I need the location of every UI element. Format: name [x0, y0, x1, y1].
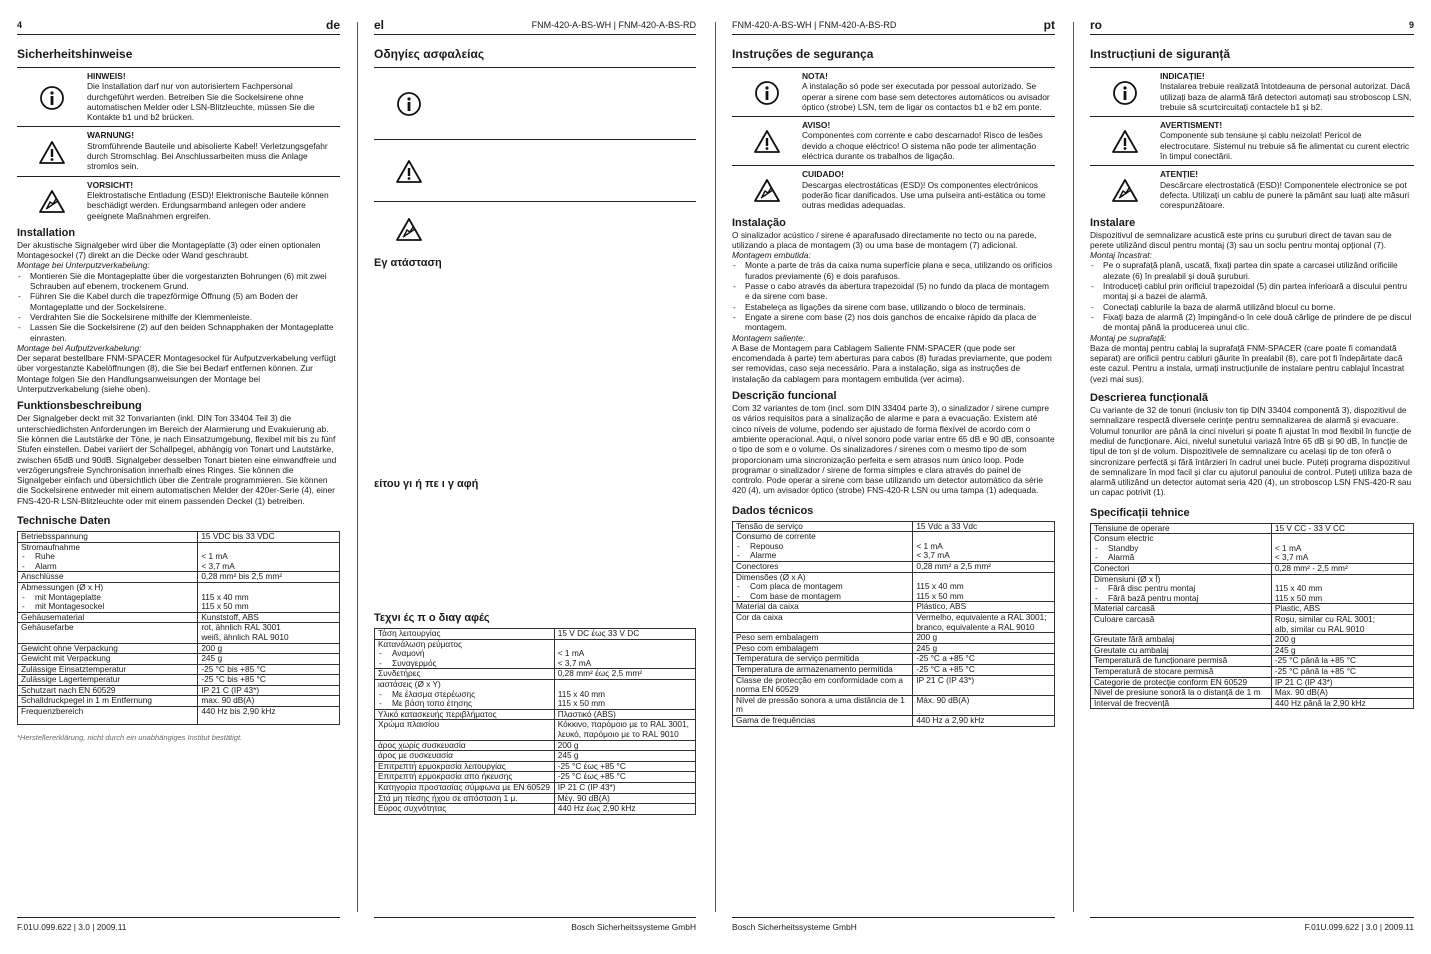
column-divider [715, 22, 716, 912]
table-row: Στά μη πίεσης ήχου σε απόσταση 1 μ. Μέγ. 90 dB(A) [375, 793, 696, 804]
notice-text: Componente sub tensiune și cablu neizolat! Pericol de electrocutare. Sistemul nu trebuie să fie alimentat cu curent electric în timpul conectării. [1160, 130, 1410, 162]
page-number: 9 [1408, 20, 1414, 30]
model-number: FNM-420-A-BS-WH | FNM-420-A-BS-RD [531, 20, 696, 30]
paragraph: Der akustische Signalgeber wird über die Montageplatte (3) oder einen optionalen Montagesockel (7) direkt an die Decke oder Wand geschraubt. [17, 239, 321, 261]
subheading: Montage bei Aufputzverkabelung: [17, 342, 142, 353]
table-row: Dimensiuni (Ø x Î) - Fără disc pentru montaj - Fără bază pentru montaj 115 x 40 mm 115 x 50 mm [1091, 574, 1414, 604]
table-row: Gama de frequências 440 Hz a 2,90 kHz [733, 715, 1055, 726]
list-item: - Verdrahten Sie die Sockelsirene mithilfe der Klemmenleiste. [17, 312, 340, 322]
notice-text: Stromführende Bauteile und abisolierte Kabel! Verletzungsgefahr durch Stromschlag. Bei Anschlussarbeiten muss die Anlage stromlos sein. [87, 140, 328, 172]
table-row: Εύρος συχνότητας 440 Hz έως 2,90 kHz [375, 804, 696, 815]
table-row: Categorie de protecție conform EN 60529 IP 21 C (IP 43*) [1091, 677, 1414, 688]
subheading: Montaj pe suprafață: [1090, 332, 1167, 343]
notice-warning [374, 139, 696, 197]
table-row: Conectori 0,28 mm² - 2,5 mm² [1091, 564, 1414, 575]
notice-text: Descargas electrostáticas (ESD)! Os componentes electrónicos poderão ficar danificados. Use uma pulseira anti-estática ou tome outras medidas adequadas. [802, 179, 1046, 211]
subheading: Montagem embutida: [732, 250, 811, 261]
step-list [732, 260, 1055, 332]
table-row: Culoare carcasă Roșu, similar cu RAL 3001; alb, similar cu RAL 9010 [1091, 615, 1414, 635]
list-item: - Conectați cablurile la baza de alarmă utilizând blocul cu borne. [1090, 302, 1414, 312]
list-item: - Engate a sirene com base (2) nos dois ganchos de encaixe rápido da placa de montagem. [732, 312, 1055, 333]
table-row: άρος με συσκευασία 245 g [375, 751, 696, 762]
section-title: Οδηγίες ασφαλείας [374, 47, 485, 61]
list-item: - Pe o suprafață plană, uscată, fixați partea din spate a carcasei utilizând orificiile alezate (6) în prealabil și două șuruburi. [1090, 260, 1414, 281]
spec-table [17, 531, 340, 725]
language-code: ro [1090, 18, 1102, 32]
table-row: Dimensões (Ø x A) - Com placa de montagem - Com base de montagem 115 x 40 mm 115 x 50 mm [733, 572, 1055, 602]
doc-ref: F.01U.099.622 | 3.0 | 2009.11 [17, 922, 127, 932]
table-row: Consum electric - Standby - Alarmă < 1 mA < 3,7 mA [1091, 534, 1414, 564]
table-row: Schalldruckpegel in 1 m Entfernung max. 90 dB(A) [18, 696, 340, 707]
notice-info [374, 67, 696, 135]
page-header [17, 18, 340, 35]
company-name: Bosch Sicherheitssysteme GmbH [732, 922, 857, 932]
table-row: Classe de protecção em conformidade com a norma EN 60529 IP 21 C (IP 43*) [733, 675, 1055, 695]
notice-warning [1090, 116, 1414, 161]
table-row: Temperatură de funcționare permisă -25 °C până la +85 °C [1091, 656, 1414, 667]
column-divider [1073, 22, 1074, 912]
table-row: Material carcasă Plastic, ABS [1091, 604, 1414, 615]
table-row: Peso com embalagem 245 g [733, 643, 1055, 654]
notice-title: INDICAȚIE! [1160, 71, 1205, 81]
table-row: Gewicht mit Verpackung 245 g [18, 654, 340, 665]
notice-title: VORSICHT! [87, 179, 134, 190]
heading-tech-data: Dados técnicos [732, 504, 814, 517]
paragraph: Der Signalgeber deckt mit 32 Tonvarianten (inkl. DIN Ton 33404 Teil 3) die unterschiedlichsten Anforderungen im Bereich der Alarmierung und Evakuierung ab. Sie können die Lautstärke der Töne, je nach Einsatzumgebung, flexibel mit bis zu fünf Stufen einstellen. Dabei variiert der Schallpegel, abhängig von Tonart und Lautstärke, zwischen 65dB und 90dB. Signalgeber desselben Tonart bieten eine einwandfreie und verzögerungsfreie Synchronisation innerhalb eines Ringes. Sie können die Signalgeber einfach und übersichtlich über die Zentrale programmieren. Sie können die Sockelsirene entweder mit einem automatischen Melder der 420er-Serie (4), einer FNS-420-R LSN-Blitzleuchte oder mit einem passenden Deckel (1) betreiben. [17, 413, 337, 506]
paragraph: Dispozitivul de semnalizare acustică este prins cu șuruburi direct de tavan sau de perete utilizând discul pentru montaj (3) sau un soclu pentru montaj opțional (7). [1090, 229, 1392, 250]
page-de [17, 0, 340, 954]
notice-caution [1090, 165, 1414, 210]
language-code: pt [1043, 18, 1055, 32]
list-item: - Fixați baza de alarmă (2) împingând-o în cele două cârlige de prindere de pe discul de montaj până la producerea unui clic. [1090, 312, 1414, 333]
doc-ref: F.01U.099.622 | 3.0 | 2009.11 [1304, 922, 1414, 932]
company-name: Bosch Sicherheitssysteme GmbH [571, 922, 696, 932]
notice-info [1090, 67, 1414, 112]
esd-icon [1111, 178, 1139, 203]
list-item: - Passe o cabo através da abertura trapezoidal (5) no fundo da placa de montagem e da sirene com base. [732, 281, 1055, 302]
table-row: Interval de frecvență 440 Hz până la 2,90 kHz [1091, 698, 1414, 709]
notice-text: Instalarea trebuie realizată întotdeauna de personal autorizat. Dacă utilizați baza de alarmă fără detectori automați sau stroboscop LSN, trebuie să scurtcircuitați contactele b1 și b2. [1160, 81, 1412, 112]
table-row: Gehäusematerial Kunststoff, ABS [18, 612, 340, 623]
notice-text: Die Installation darf nur von autorisiertem Fachpersonal durchgeführt werden. Betreiben Sie die Sockelsirene ohne automatischen Melder oder LSN-Blitzleuchte, müssen Sie die Kontakte b1 und b2 brücken. [87, 81, 315, 123]
notice-text: Descărcare electrostatică (ESD)! Componentele electronice se pot defecta. Utilizați un cablu de punere la pământ sau luați alte măsuri corespunzătoare. [1160, 179, 1410, 211]
notice-info [732, 67, 1055, 112]
table-row: Υλικό κατασκευής περιβλήματος Πλαστικό (ABS) [375, 709, 696, 720]
footnote: *Herstellererklärung, nicht durch ein unabhängiges Institut bestätigt. [17, 733, 243, 743]
list-item: - Lassen Sie die Sockelsirene (2) auf den beiden Schnapphaken der Montageplatte einrasten. [17, 322, 340, 343]
table-row: Stromaufnahme - Ruhe - Alarm < 1 mA < 3,7 mA [18, 542, 340, 572]
table-row: Επιτρεπτή ερμοκρασία απο ήκευσης -25 °C έως +85 °C [375, 772, 696, 783]
paragraph: Der separat bestellbare FNM-SPACER Montagesockel für Aufputzverkabelung verfügt über vorgestanzte Kabelöffnungen (8), die Sie bei Bedarf entfernen können. Zur Montage folgen Sie den Handlungsanweisungen der Montage bei Unterputzverkabelung (siehe oben). [17, 353, 336, 395]
table-row: Temperatură de stocare permisă -25 °C până la +85 °C [1091, 667, 1414, 678]
table-row: Temperatura de armazenamento permitida -25 °C a +85 °C [733, 665, 1055, 676]
warning-icon [38, 140, 66, 165]
heading-function: Funktionsbeschreibung [17, 400, 142, 413]
info-icon [1112, 80, 1138, 106]
esd-icon [395, 217, 423, 242]
subheading: Montage bei Unterputzverkabelung: [17, 260, 150, 271]
notice-title: ATENȚIE! [1160, 169, 1198, 180]
table-row: Nível de pressão sonora a uma distância de 1 m Máx. 90 dB(A) [733, 695, 1055, 715]
step-list [1090, 260, 1414, 332]
info-icon [754, 80, 780, 106]
subheading: Montagem saliente: [732, 332, 806, 343]
heading-tech-data: Technische Daten [17, 514, 111, 527]
table-row: Frequenzbereich 440 Hz bis 2,90 kHz [18, 707, 340, 725]
notice-warning [17, 126, 340, 171]
paragraph: Baza de montaj pentru cablaj la suprafață FNM-SPACER (care poate fi comandată separat) are orificii pentru cabluri găurite în prealabil (8), care pot fi îndepărtate dacă este cazul. Pentru a instala, urmați instrucțiunile de instalare pentru cablajul încastrat (vezi mai sus). [1090, 342, 1405, 384]
heading-tech-data: Τεχνι ές π ο διαγ αφές [374, 612, 490, 624]
notice-caution [374, 201, 696, 251]
paragraph: A Base de Montagem para Cablagem Saliente FNM-SPACER (que pode ser encomendada à parte) tem aberturas para cabos (8) furadas previamente, que podem ser removidas, caso seja necessário. Para a instalação, siga as instruções de instalação da cablagem para montagem embutida (ver acima). [732, 342, 1052, 384]
notice-text: A instalação só pode ser executada por pessoal autorizado. Se operar a sirene com base sem detectores automáticos ou avisador óptico (strobe) LSN, tem de ligar os contactos b1 e b2 em ponte. [802, 81, 1050, 112]
paragraph: O sinalizador acústico / sirene é aparafusado directamente no tecto ou na parede, utilizando a placa de montagem (3) ou uma base de montagem (7) adicional. [732, 229, 1037, 250]
model-number: FNM-420-A-BS-WH | FNM-420-A-BS-RD [732, 20, 897, 30]
heading-function: Descrierea funcțională [1090, 392, 1208, 405]
table-row: Επιτρεπτή ερμοκρασία λειτουργίας -25 °C έως +85 °C [375, 761, 696, 772]
notice-text: Componentes com corrente e cabo descarnado! Risco de lesões devido a choque eléctrico! O sistema não pode ter alimentação eléctrica durante os trabalhos de ligação. [802, 130, 1043, 162]
table-row: Tensiune de operare 15 V CC - 33 V CC [1091, 523, 1414, 534]
table-row: Conectores 0,28 mm² a 2,5 mm² [733, 562, 1055, 573]
warning-icon [753, 129, 781, 154]
table-row: Zulässige Lagertemperatur -25 °C bis +85 °C [18, 675, 340, 686]
list-item: - Führen Sie die Kabel durch die trapezförmige Öffnung (5) am Boden der Montageplatte und der Sockelsirene. [17, 291, 340, 312]
notice-title: CUIDADO! [802, 169, 844, 180]
table-row: Temperatura de serviço permitida -25 °C a +85 °C [733, 654, 1055, 665]
notice-title: WARNUNG! [87, 130, 134, 141]
warning-icon [1111, 129, 1139, 154]
section-title: Instrucțiuni de siguranță [1090, 47, 1231, 61]
spec-table [1090, 523, 1414, 710]
page-pt [732, 0, 1055, 954]
notice-title: AVERTISMENT! [1160, 120, 1223, 131]
paragraph: Com 32 variantes de tom (incl. som DIN 33404 parte 3), o sinalizador / sirene cumpre os vários requisitos para a sinalização de alarme e para a evacuação. Existem até cinco níveis de volume, podendo ser ajustado de forma flexível de acordo com o ambiente operacional. Aqui, o nível sonoro pode variar entre 65 dB e 90 dB, consoante o tipo de som e o volume. Os sinalizadores / sirenes com o mesmo tipo de som proporcionam uma sincronização perfeita e sem atrasos num único loop. Pode programar o sinalizador / sirene de forma simples e clara através do painel de controlo. Pode operar a sirene com base utilizando um detector automático da série 420 (4), um avisador óptico (strobe) FNS-420-R LSN ou uma tampa (1) adequada. [732, 403, 1055, 496]
table-row: Greutate cu ambalaj 245 g [1091, 645, 1414, 656]
table-row: Peso sem embalagem 200 g [733, 633, 1055, 644]
spec-table [732, 521, 1055, 727]
section-title: Instruções de segurança [732, 47, 874, 61]
notice-caution [17, 176, 340, 221]
notice-text: Elektrostatische Entladung (ESD)! Elektronische Bauteile können beschädigt werden. Erdungsarmband anlegen oder andere geeignete Maßnahmen ergreifen. [87, 189, 329, 221]
list-item: - Monte a parte de trás da caixa numa superfície plana e seca, utilizando os orifícios furados previamente (6) e dois parafusos. [732, 260, 1055, 281]
table-row: Abmessungen (Ø x H) - mit Montageplatte - mit Montagesockel 115 x 40 mm 115 x 50 mm [18, 582, 340, 612]
table-row: ιαστάσεις (Ø x Y) - Με έλασμα στερέωσης - Με βάση τοπο έτησης 115 x 40 mm 115 x 50 mm [375, 679, 696, 709]
table-row: Material da caixa Plástico, ABS [733, 602, 1055, 613]
language-code: el [374, 18, 385, 32]
heading-installation: Εγ ατάσταση [374, 257, 442, 269]
subheading: Montaj încastrat: [1090, 250, 1152, 261]
notice-title: HINWEIS! [87, 71, 126, 81]
text-block [374, 270, 696, 472]
page-header [732, 18, 1055, 35]
heading-installation: Installation [17, 226, 76, 239]
table-row: Nivel de presiune sonoră la o distanță de 1 m Max. 90 dB(A) [1091, 688, 1414, 699]
table-row: Greutate fără ambalaj 200 g [1091, 635, 1414, 646]
info-icon [396, 91, 422, 117]
table-row: Gehäusefarbe rot, ähnlich RAL 3001 weiß, ähnlich RAL 9010 [18, 623, 340, 643]
paragraph: Cu variante de 32 de tonuri (inclusiv ton tip DIN 33404 componentă 3), dispozitivul de semnalizare respectă diversele cerințe pentru semnalizarea de alarmă și evacuare. Volumul tonurilor are până la cinci niveluri și poate fi ajustat în mod flexibil în funcție de mediul de funcționare. Aici, nivelul sunetului variază între 65 dB și 90 dB, în funcție de tipul de ton și de volum. Dispozitivele de semnalizare cu același tip de ton oferă o sincronizare perfectă și fără întârzieri în cadrul unei bucle. Puteți programa dispozitivul de semnalizare în mod facil și clar cu ajutorul panoului de control. Puteți utiliza baza de alarmă utilizând un detector automat seria 420 (4), un stroboscop LSN FNS-420-R sau un capac potrivit (1). [1090, 405, 1413, 498]
table-row: Anschlüsse 0,28 mm² bis 2,5 mm² [18, 572, 340, 583]
notice-caution [732, 165, 1055, 210]
page-ro [1090, 0, 1414, 954]
page-footer [1090, 917, 1414, 932]
page-footer [374, 917, 696, 932]
table-row: Zulässige Einsatztemperatur -25 °C bis +85 °C [18, 664, 340, 675]
table-row: Schutzart nach EN 60529 IP 21 C (IP 43*) [18, 685, 340, 696]
table-row: Κατανάλωση ρεύματος - Αναμονή - Συναγερμός < 1 mA < 3,7 mA [375, 639, 696, 669]
heading-function: είτου γι ή πε ι γ αφή [374, 478, 479, 490]
table-row: Χρώμα πλαισίου Κόκκινο, παρόμοιο με το RAL 3001, λευκό, παρόμοιο με το RAL 9010 [375, 720, 696, 740]
esd-icon [753, 178, 781, 203]
page-footer [732, 917, 1055, 932]
step-list [17, 271, 340, 343]
page-footer [17, 917, 340, 932]
table-row: Τάση λειτουργίας 15 V DC έως 33 V DC [375, 629, 696, 640]
notice-title: NOTA! [802, 71, 828, 81]
section-title: Sicherheitshinweise [17, 47, 133, 61]
table-row: Gewicht ohne Verpackung 200 g [18, 643, 340, 654]
table-row: Συνδετήρες 0,28 mm² έως 2,5 mm² [375, 669, 696, 680]
esd-icon [38, 189, 66, 214]
page-number: 4 [17, 20, 23, 30]
text-block [374, 491, 696, 603]
table-row: Betriebsspannung 15 VDC bis 33 VDC [18, 531, 340, 542]
warning-icon [395, 159, 423, 184]
table-row: Cor da caixa Vermelho, equivalente a RAL 3001; branco, equivalente a RAL 9010 [733, 613, 1055, 633]
notice-warning [732, 116, 1055, 161]
info-icon [39, 85, 65, 111]
notice-info [17, 67, 340, 122]
list-item: - Montieren Sie die Montageplatte über die vorgestanzten Bohrungen (6) mit zwei Schrauben auf ebenem, trockenem Grund. [17, 271, 340, 292]
page-header [1090, 18, 1414, 35]
list-item: - Estabeleça as ligações da sirene com base, utilizando o bloco de terminais. [732, 302, 1055, 312]
language-code: de [325, 18, 340, 32]
column-divider [357, 22, 358, 912]
notice-title: AVISO! [802, 120, 831, 131]
table-row: Tensão de serviço 15 Vdc a 33 Vdc [733, 521, 1055, 532]
table-row: Κατηγορία προστασίας σύμφωνα με EN 60529 IP 21 C (IP 43*) [375, 782, 696, 793]
heading-function: Descrição funcional [732, 390, 837, 403]
heading-installation: Instalação [732, 216, 786, 229]
heading-installation: Instalare [1090, 216, 1136, 229]
list-item: - Introduceți cablul prin orificiul trapezoidal (5) din partea inferioară a discului pentru montaj și a bazei de alarmă. [1090, 281, 1414, 302]
page-el [374, 0, 696, 954]
spec-table [374, 628, 696, 815]
page-header [374, 18, 696, 35]
table-row: άρος χωρίς συσκευασία 200 g [375, 740, 696, 751]
table-row: Consumo de corrente - Repouso - Alarme < 1 mA < 3,7 mA [733, 532, 1055, 562]
heading-tech-data: Specificații tehnice [1090, 506, 1190, 519]
